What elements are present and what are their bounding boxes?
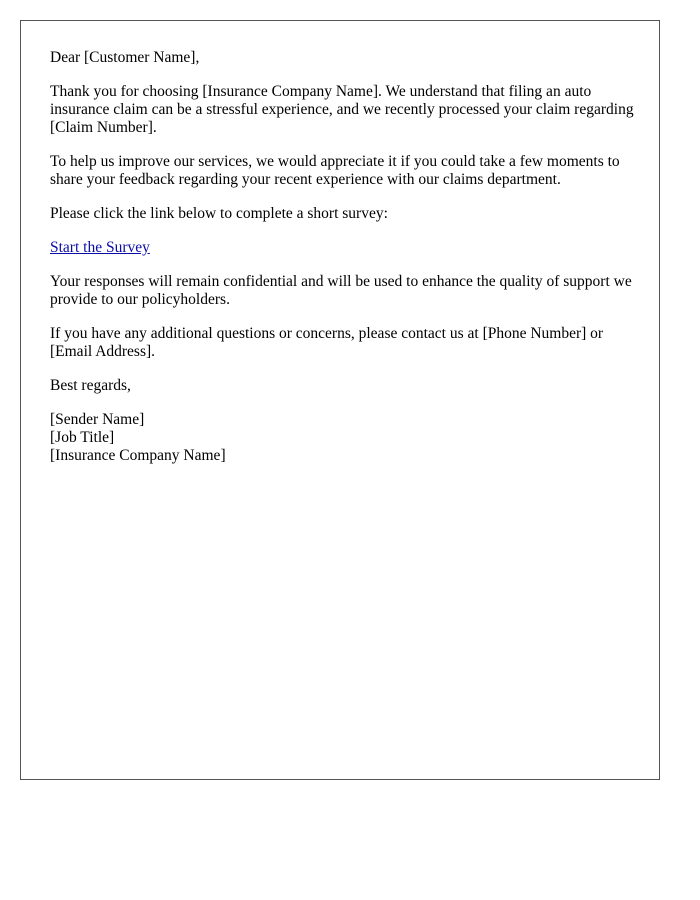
intro-paragraph: Thank you for choosing [Insurance Company Name]. We understand that filing an auto insurance claim can be a stressful experience, and we recently processed your claim regarding [Claim Number]. [50,83,634,136]
closing: Best regards, [50,377,131,394]
company-name: [Insurance Company Name] [50,447,226,464]
job-title: [Job Title] [50,429,115,446]
instruction-paragraph: Please click the link below to complete a short survey: [50,205,388,222]
request-paragraph: To help us improve our services, we would appreciate it if you could take a few moments to share your feedback regarding your recent experience with our claims department. [50,153,620,188]
confidentiality-paragraph: Your responses will remain confidential and will be used to enhance the quality of support we provide to our policyholders. [50,273,632,308]
contact-paragraph: If you have any additional questions or concerns, please contact us at [Phone Number] or [Email Address]. [50,325,604,360]
signature-block [50,411,640,465]
greeting: Dear [Customer Name], [50,49,200,66]
letter-body [50,49,640,481]
sender-name: [Sender Name] [50,411,145,428]
survey-link[interactable]: Start the Survey [50,239,150,256]
survey-link-container [50,239,640,257]
letter-frame [20,20,660,780]
